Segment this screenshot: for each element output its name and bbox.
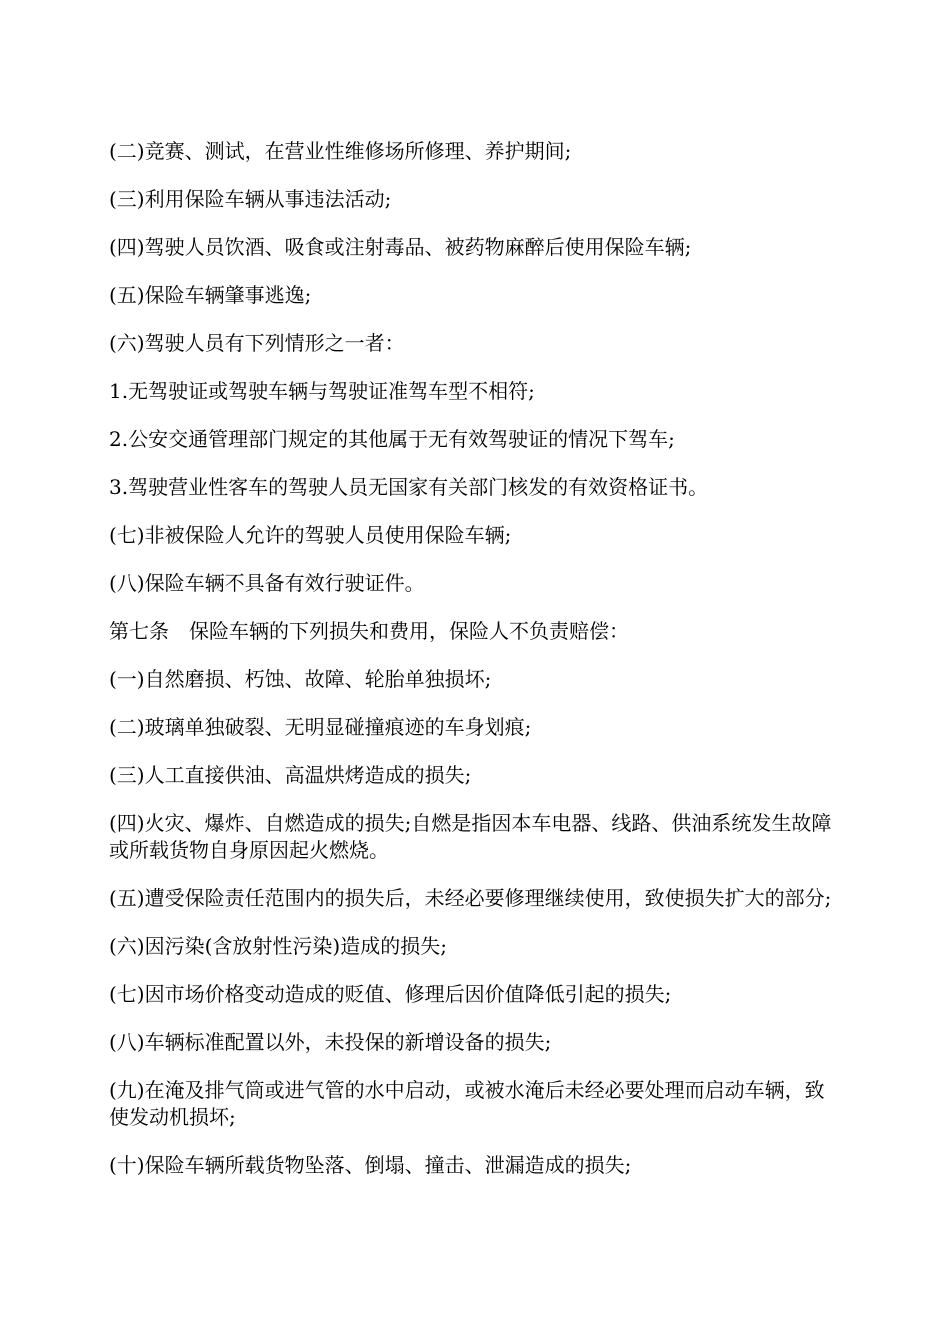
document-body	[109, 138, 844, 1200]
paragraph-subitem-3: 3.驾驶营业性客车的驾驶人员无国家有关部门核发的有效资格证书。	[109, 475, 709, 499]
article-7-heading: 第七条 保险车辆的下列损失和费用，保险人不负责赔偿：	[109, 619, 629, 643]
paragraph-item-7-1: (一)自然磨损、朽蚀、故障、轮胎单独损坏;	[109, 667, 492, 691]
paragraph-item-7-7: (七)因市场价格变动造成的贬值、修理后因价值降低引起的损失;	[109, 982, 672, 1006]
paragraph-item-7-10: (十)保险车辆所载货物坠落、倒塌、撞击、泄漏造成的损失;	[109, 1153, 632, 1177]
paragraph-item-7-4: (四)火灾、爆炸、自燃造成的损失;自燃是指因本车电器、线路、供油系统发生故障或所载货物自身原因起火燃烧。	[109, 811, 832, 862]
paragraph-item-7-9: (九)在淹及排气筒或进气管的水中启动，或被水淹后未经必要处理而启动车辆，致使发动机损坏;	[109, 1078, 825, 1129]
paragraph-item-7-2: (二)玻璃单独破裂、无明显碰撞痕迹的车身划痕;	[109, 715, 532, 739]
paragraph-item-2-7: (七)非被保险人允许的驾驶人员使用保险车辆;	[109, 523, 512, 547]
paragraph-subitem-2: 2.公安交通管理部门规定的其他属于无有效驾驶证的情况下驾车;	[109, 427, 675, 451]
paragraph-item-7-6: (六)因污染(含放射性污染)造成的损失;	[109, 934, 447, 958]
paragraph-item-2-3: (三)利用保险车辆从事违法活动;	[109, 187, 392, 211]
paragraph-subitem-1: 1.无驾驶证或驾驶车辆与驾驶证准驾车型不相符;	[109, 379, 535, 403]
paragraph-item-7-8: (八)车辆标准配置以外，未投保的新增设备的损失;	[109, 1030, 552, 1054]
paragraph-item-2-4: (四)驾驶人员饮酒、吸食或注射毒品、被药物麻醉后使用保险车辆;	[109, 235, 692, 259]
paragraph-item-2-6: (六)驾驶人员有下列情形之一者：	[109, 331, 405, 355]
paragraph-item-2-8: (八)保险车辆不具备有效行驶证件。	[109, 571, 425, 595]
paragraph-item-7-5: (五)遭受保险责任范围内的损失后，未经必要修理继续使用，致使损失扩大的部分;	[109, 886, 832, 910]
paragraph-item-2-5: (五)保险车辆肇事逃逸;	[109, 283, 312, 307]
paragraph-item-2-2: (二)竞赛、测试，在营业性维修场所修理、养护期间;	[109, 139, 572, 163]
paragraph-item-7-3: (三)人工直接供油、高温烘烤造成的损失;	[109, 763, 472, 787]
